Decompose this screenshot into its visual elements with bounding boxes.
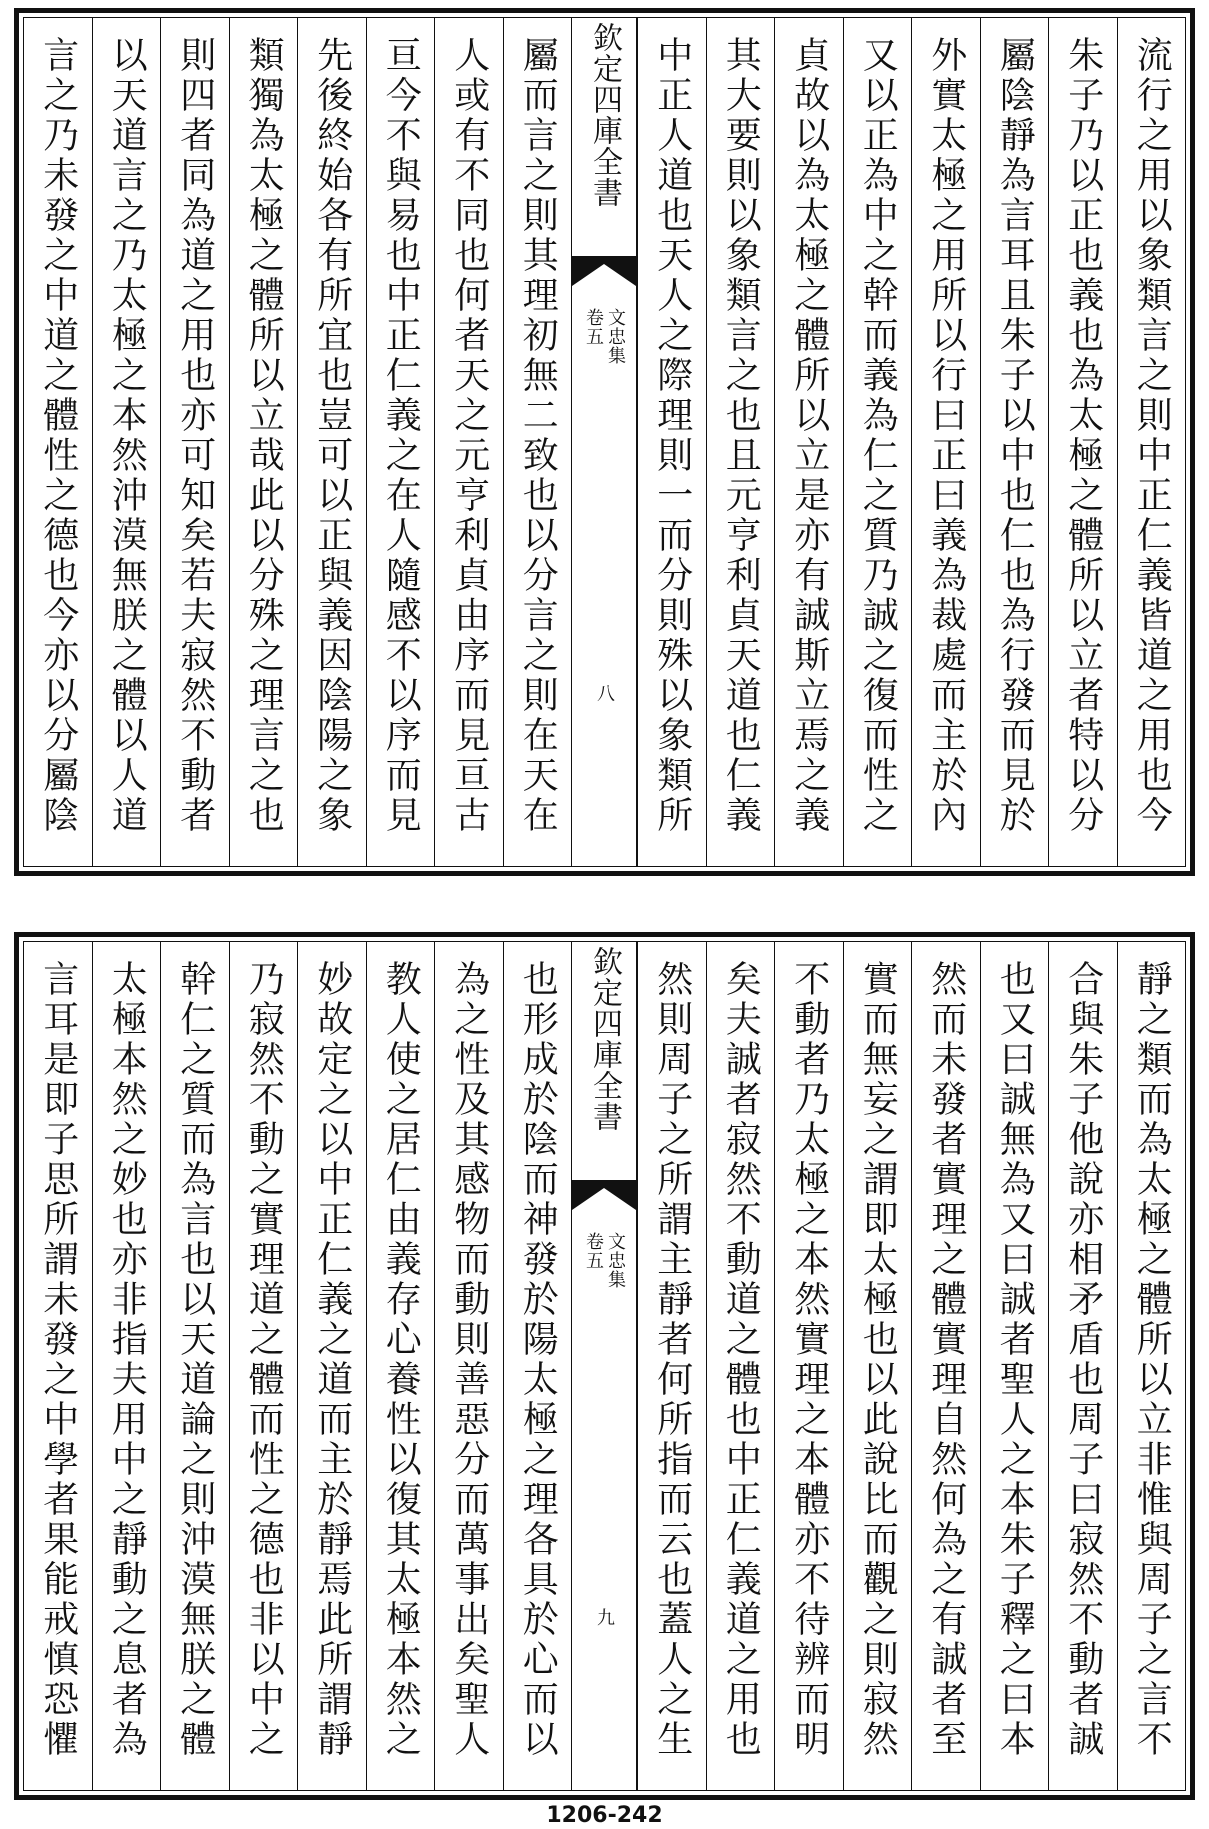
text-column: 也形成於陰而神發於陽太極之理各具於心而以: [503, 942, 572, 1790]
page-top-frame: [23, 17, 1186, 867]
volume-label: 卷五: [583, 308, 604, 346]
fishtail-mark-icon: [572, 1180, 636, 1216]
text-column: 靜之類而為太極之體所以立非惟與周子之言不: [1117, 942, 1186, 1790]
volume-label: 卷五: [583, 1232, 604, 1270]
text-column: 又以正為中之幹而義為仁之質乃誠之復而性之: [843, 18, 912, 866]
fishtail-mark-icon: [572, 256, 636, 292]
text-column: 則四者同為道之用也亦可知矣若夫寂然不動者: [160, 18, 229, 866]
text-column: 流行之用以象類言之則中正仁義皆道之用也今: [1117, 18, 1186, 866]
text-column: 教人使之居仁由義存心養性以復其太極本然之: [366, 942, 435, 1790]
text-column: 幹仁之質而為言也以天道論之則沖漠無朕之體: [160, 942, 229, 1790]
text-column: 矣夫誠者寂然不動道之體也中正仁義道之用也: [706, 942, 775, 1790]
text-column: 中正人道也天人之際理則一而分則殊以象類所: [637, 18, 706, 866]
text-column: 然則周子之所謂主靜者何所指而云也蓋人之生: [637, 942, 706, 1790]
text-column: 言之乃未發之中道之體性之德也今亦以分屬陰: [37, 36, 79, 836]
text-column: 不動者乃太極之本然實理之本體亦不待辨而明: [774, 942, 843, 1790]
page-center-fold: [571, 18, 637, 866]
page-bottom-columns: [24, 942, 1185, 1790]
text-column: 妙故定之以中正仁義之道而主於靜焉此所謂靜: [297, 942, 366, 1790]
page-bottom-panel: [14, 932, 1195, 1800]
text-column: 先後終始各有所宜也豈可以正與義因陰陽之象: [297, 18, 366, 866]
text-column: 外實太極之用所以行曰正曰義為裁處而主於內: [911, 18, 980, 866]
leaf-number: 八: [594, 684, 615, 702]
page-footer-number: 1206-242: [546, 1803, 663, 1828]
text-column: 貞故以為太極之體所以立是亦有誠斯立焉之義: [774, 18, 843, 866]
text-column: 然而未發者實理之體實理自然何為之有誠者至: [911, 942, 980, 1790]
text-column: 其大要則以象類言之也且元亨利貞天道也仁義: [706, 18, 775, 866]
text-column: 屬陰靜為言耳且朱子以中也仁也為行發而見於: [980, 18, 1049, 866]
text-column: 太極本然之妙也亦非指夫用中之靜動之息者為: [92, 942, 161, 1790]
text-column: 乃寂然不動之實理道之體而性之德也非以中之: [229, 942, 298, 1790]
book-volume-label: [572, 1232, 636, 1322]
text-column: 為之性及其感物而動則善惡分而萬事出矣聖人: [434, 942, 503, 1790]
text-column: 類獨為太極之體所以立哉此以分殊之理言之也: [229, 18, 298, 866]
page-center-fold: [571, 942, 637, 1790]
text-column: 人或有不同也何者天之元亨利貞由序而見亘古: [434, 18, 503, 866]
book-title: 文忠集: [605, 308, 626, 365]
book-title: 文忠集: [605, 1232, 626, 1289]
collection-title: 欽定四庫全書: [572, 942, 636, 1181]
text-column: 言耳是即子思所謂未發之中學者果能戒慎恐懼: [37, 960, 79, 1760]
page-bottom-frame: [23, 941, 1186, 1791]
text-column: 朱子乃以正也義也為太極之體所以立者特以分: [1048, 18, 1117, 866]
collection-title: 欽定四庫全書: [572, 18, 636, 257]
text-column: 合與朱子他說亦相矛盾也周子曰寂然不動者誠: [1048, 942, 1117, 1790]
text-column: 也又曰誠無為又曰誠者聖人之本朱子釋之曰本: [980, 942, 1049, 1790]
text-column: 亘今不與易也中正仁義之在人隨感不以序而見: [366, 18, 435, 866]
text-column: 以天道言之乃太極之本然沖漠無朕之體以人道: [92, 18, 161, 866]
text-column: 實而無妄之謂即太極也以此說比而觀之則寂然: [843, 942, 912, 1790]
page-top-columns: [24, 18, 1185, 866]
text-column: 屬而言之則其理初無二致也以分言之則在天在: [503, 18, 572, 866]
page-top-panel: [14, 8, 1195, 876]
book-volume-label: [572, 308, 636, 398]
leaf-number: 九: [594, 1608, 615, 1626]
